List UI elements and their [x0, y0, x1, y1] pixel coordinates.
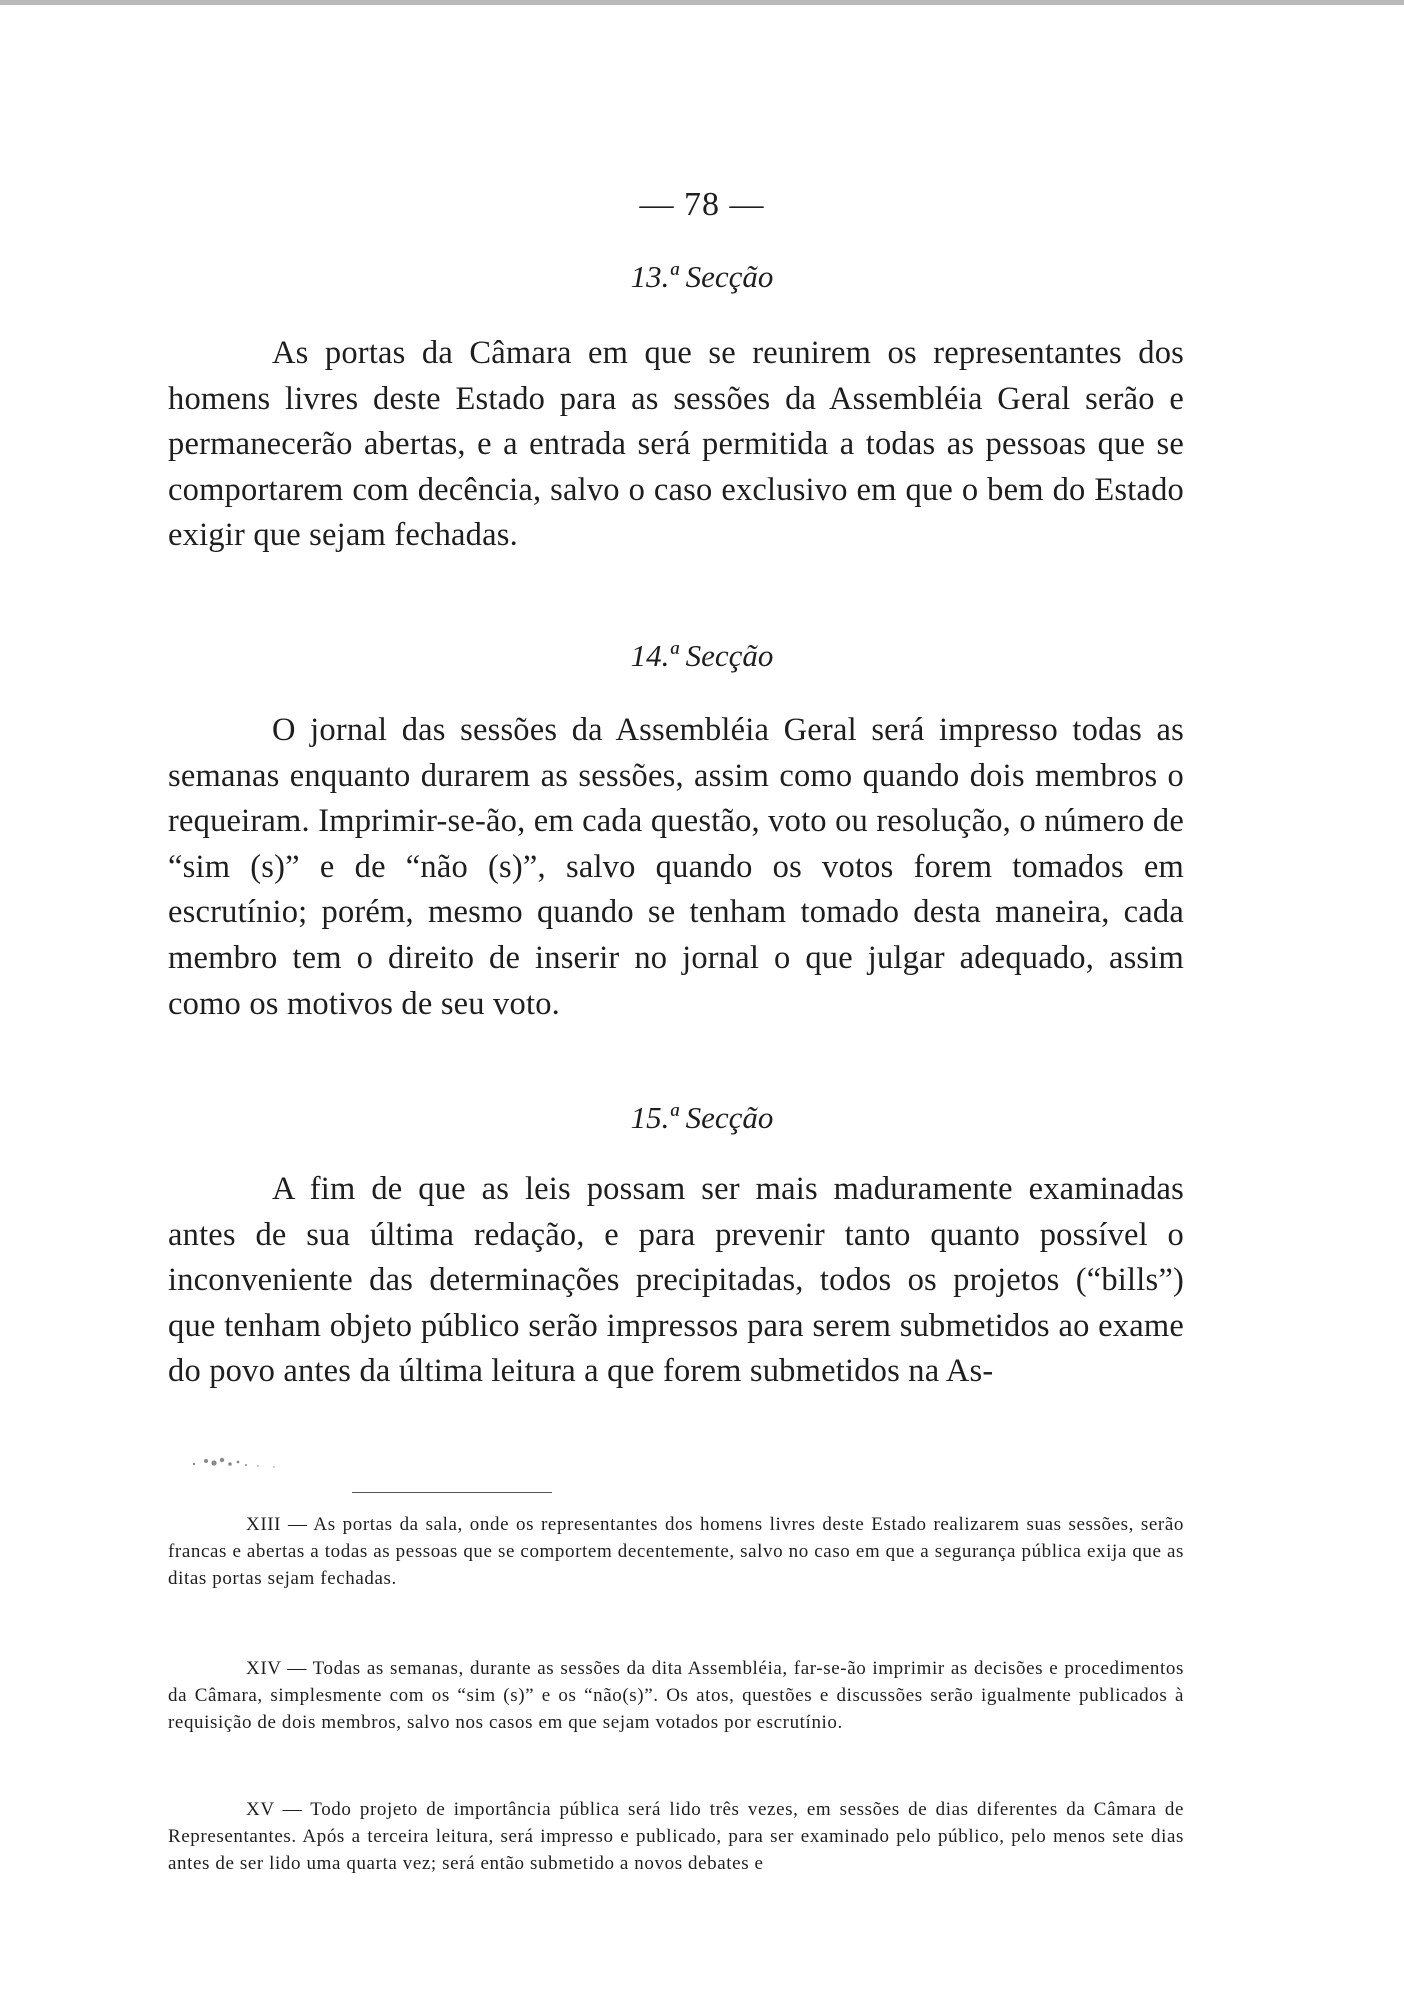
footnote-xiii: XIII — As portas da sala, onde os representantes dos homens livres deste Estado realizarem suas sessões, serão francas e abertas a todas as pessoas que se comportem decentemente, salvo no caso em que a segurança pública exija que as ditas portas sejam fechadas. [168, 1514, 1184, 1590]
footnote-xiv: XIV — Todas as semanas, durante as sessões da dita Assembléia, far-se-ão imprimir as decisões e procedimentos da Câmara, simplesmente com os “sim (s)” e os “não(s)”. Os atos, questões e discussões serão igualmente publicados à requisição de dois membros, salvo nos casos em que sejam votados por escrutínio. [168, 1658, 1184, 1734]
footnote-separator [352, 1492, 552, 1493]
section-14-paragraph: O jornal das sessões da Assembléia Geral será impresso todas as semanas enquanto durarem as sessões, assim como quando dois membros o requeiram. Imprimir-se-ão, em cada questão, voto ou resolução, o número de “sim (s)” e de “não (s)”, salvo quando os votos forem tomados em escrutínio; porém, mesmo quando se tenham tomado desta maneira, cada membro tem o direito de inserir no jornal o que julgar adequado, assim como os motivos de seu voto. [168, 712, 1184, 1022]
section-13-paragraph: As portas da Câmara em que se reunirem os representantes dos homens livres deste Estado para as sessões da Assembléia Geral serão e permanecerão abertas, e a entrada será permitida a todas as pessoas que se comportarem com decência, salvo o caso exclusivo em que o bem do Estado exigir que sejam fechadas. [168, 335, 1184, 554]
footnote-xv: XV — Todo projeto de importância pública será lido três vezes, em sessões de dias diferentes da Câmara de Representantes. Após a terceira leitura, será impresso e publicado, para ser examinado pelo público, pelo menos sete dias antes de ser lido uma quarta vez; será então submetido a novos debates e [168, 1799, 1184, 1875]
section-15-paragraph: A fim de que as leis possam ser mais maduramente examinadas antes de sua última redação, e para prevenir tanto quanto possível o inconveniente das determinações precipitadas, todos os projetos (“bills”) que tenham objeto público serão impressos para serem submetidos ao exame do povo antes da última leitura a que forem submetidos na As- [168, 1171, 1184, 1390]
section-heading-14: 14.ª Secção [630, 638, 774, 673]
scan-top-edge [0, 0, 1404, 5]
section-heading-13: 13.ª Secção [630, 259, 774, 294]
ink-smudge [186, 1452, 282, 1472]
section-heading-15: 15.ª Secção [630, 1100, 774, 1135]
page-number: — 78 — [639, 186, 765, 223]
